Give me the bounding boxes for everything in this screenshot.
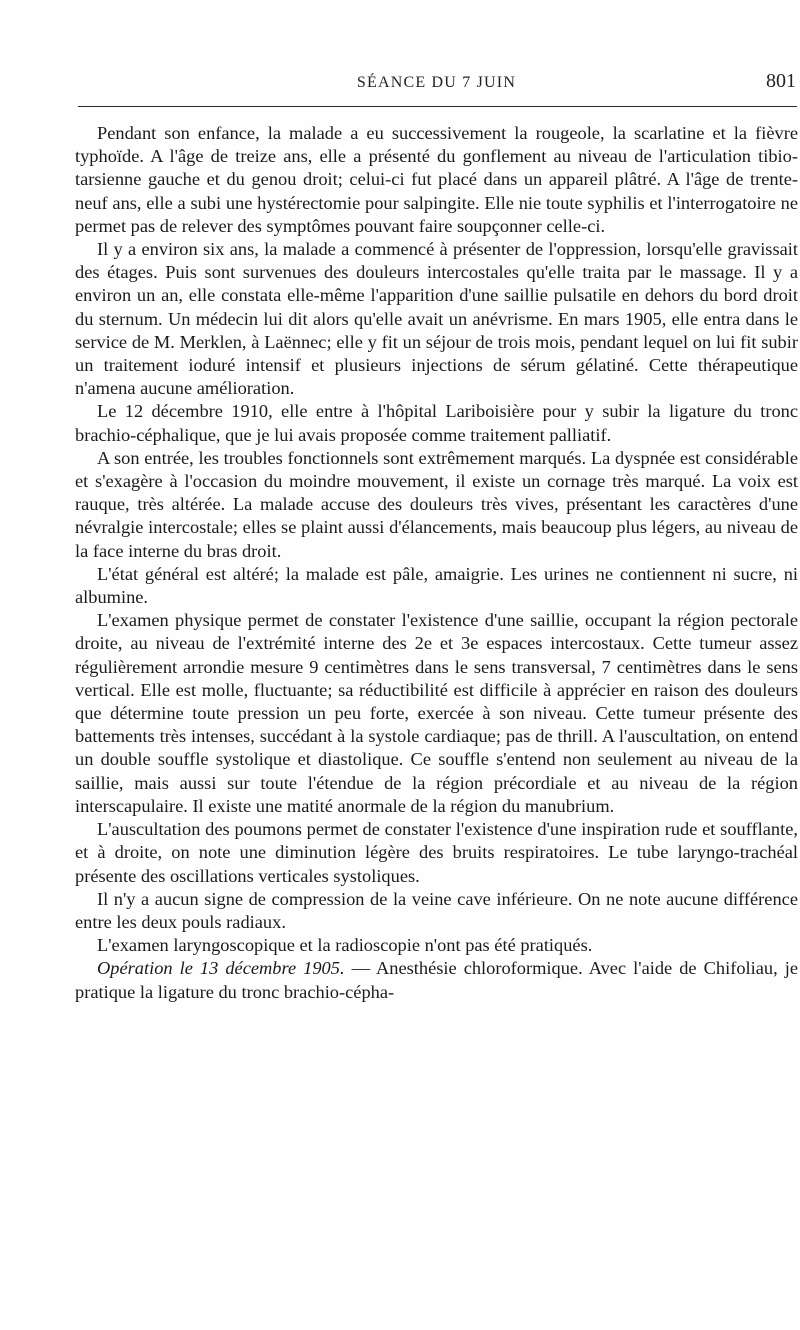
page-header xyxy=(75,66,798,100)
operation-heading: Opération le 13 décembre 1905. xyxy=(97,958,345,979)
page-number: 801 xyxy=(766,70,796,92)
paragraph-vena-cava: Il n'y a aucun signe de compression de la veine cave inférieure. On ne note aucune différence entre les deux pouls radiaux. xyxy=(75,888,798,932)
paragraph-general-state: L'état général est altéré; la malade est pâle, amaigrie. Les urines ne contiennent ni sucre, ni albumine. xyxy=(75,563,798,608)
paragraph-physical-exam: L'examen physique permet de constater l'existence d'une saillie, occupant la région pectorale droite, au niveau de l'extrémité interne des 2e et 3e espaces intercostaux. Cette tumeur assez régulièrement arrondie mesure 9 centimètres dans le sens transversal, 7 centimètres dans le sens vertical. Elle est molle, fluctuante; sa réductibilité est difficile à apprécier en raison des douleurs que détermine toute pression un peu forte, exercée à son niveau. Cette tumeur présente des battements très intenses, succédant à la systole cardiaque; pas de thrill. A l'auscultation, on entend un double souffle systolique et diastolique. Ce souffle s'entend non seulement au niveau de la saillie, mais aussi sur toute l'étendue de la région précordiale et au niveau de la région interscapulaire. Il existe une matité anormale de la région du manubrium. xyxy=(75,610,798,816)
body-text xyxy=(75,122,798,1004)
running-title: SÉANCE DU 7 JUIN xyxy=(356,74,517,91)
paragraph-operation xyxy=(75,957,798,1003)
paragraph-functional-troubles: A son entrée, les troubles fonctionnels sont extrêmement marqués. La dyspnée est considérable et s'exagère à l'occasion du moindre mouvement, il existe un cornage très marqué. La voix est rauque, très altérée. La malade accuse des douleurs très vives, présentant les caractères d'une névralgie intercostale; elles se plaint aussi d'élancements, mais beaucoup plus légers, au niveau de la face interne du bras droit. xyxy=(75,447,798,561)
header-rule xyxy=(78,106,797,107)
paragraph-onset: Il y a environ six ans, la malade a commencé à présenter de l'oppression, lorsqu'elle gravissait des étages. Puis sont survenues des douleurs intercostales qu'elle traita par le massage. Il y a environ un an, elle constata elle-même l'apparition d'une saillie pulsatile en dehors du bord droit du sternum. Un médecin lui dit alors qu'elle avait un anévrisme. En mars 1905, elle entra dans le service de M. Merklen, à Laënnec; elle y fit un séjour de trois mois, pendant lequel on lui fit subir un traitement ioduré intensif et plusieurs injections de sérum gélatiné. Cette thérapeutique n'amena aucune amélioration. xyxy=(75,239,798,399)
operation-text: — Anesthésie chloroformique. Avec l'aide de Chifoliau, je pratique la ligature du tronc brachio-cépha- xyxy=(75,958,798,1002)
paragraph-laryngoscopy: L'examen laryngoscopique et la radioscopie n'ont pas été pratiqués. xyxy=(97,935,593,956)
paragraph-lung-auscultation: L'auscultation des poumons permet de constater l'existence d'une inspiration rude et soufflante, et à droite, on note une diminution légère des bruits respiratoires. Le tube laryngo-trachéal présente des oscillations verticales systoliques. xyxy=(75,819,798,886)
paragraph-childhood-history: Pendant son enfance, la malade a eu successivement la rougeole, la scarlatine et la fièvre typhoïde. A l'âge de treize ans, elle a présenté du gonflement au niveau de l'articulation tibio-tarsienne gauche et du genou droit; celui-ci fut placé dans un appareil plâtré. A l'âge de trente-neuf ans, elle a subi une hystérectomie pour salpingite. Elle nie toute syphilis et l'interrogatoire ne permet pas de relever des symptômes pouvant faire soupçonner celle-ci. xyxy=(75,123,798,236)
paragraph-admission-date: Le 12 décembre 1910, elle entre à l'hôpital Lariboisière pour y subir la ligature du tronc brachio-céphalique, que je lui avais proposée comme traitement palliatif. xyxy=(75,401,798,445)
